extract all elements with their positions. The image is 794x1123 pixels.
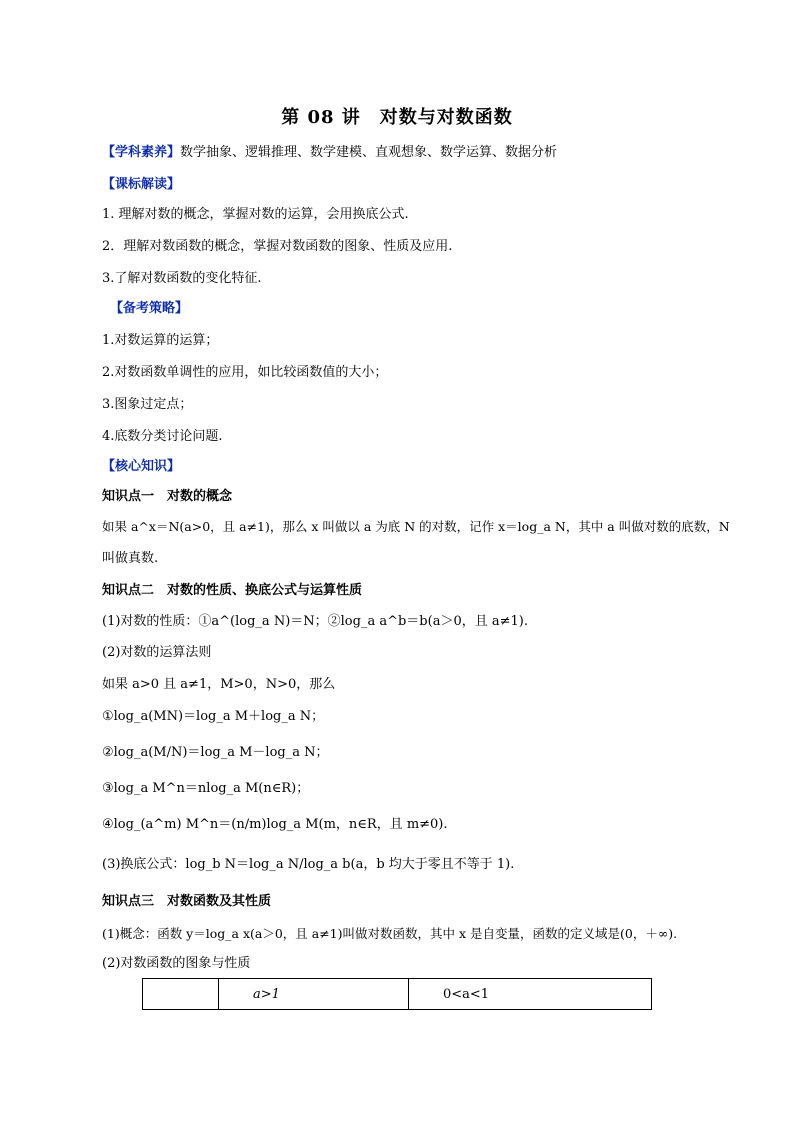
k2-heading: 知识点二 对数的性质、换底公式与运算性质 [102, 583, 363, 598]
k1-heading: 知识点一 对数的概念 [102, 489, 233, 504]
literacy-text: 数学抽象、逻辑推理、数学建模、直观想象、数学运算、数据分析 [180, 145, 558, 160]
standards-item: 1. 理解对数的概念，掌握对数的运算，会用换底公式. [102, 207, 409, 222]
table-header-cell [143, 979, 219, 1009]
strategy-item: 4.底数分类讨论问题. [102, 429, 223, 444]
k2-property: (1)对数的性质：①a^(log_a N)＝N；②log_a a^b＝b(a＞0，且 a≠1). [102, 614, 528, 629]
k2-rule-1: ①log_a(MN)＝log_a M＋log_a N； [102, 709, 325, 724]
k3-graph-title: (2)对数函数的图象与性质 [102, 956, 251, 971]
standards-tag: 【课标解读】 [102, 177, 181, 192]
k2-condition: 如果 a>0 且 a≠1，M>0，N>0，那么 [102, 677, 336, 692]
k2-change-of-base: (3)换底公式：log_b N＝log_a N/log_a b(a，b 均大于零且不等于 1). [102, 857, 515, 872]
k2-rule-3: ③log_a M^n＝nlog_a M(n∈R)； [102, 781, 310, 796]
k3-heading: 知识点三 对数函数及其性质 [102, 894, 272, 909]
k1-line2: 叫做真数. [102, 551, 159, 566]
page-title: 第 08 讲 对数与对数函数 [281, 107, 513, 128]
k2-rules-title: (2)对数的运算法则 [102, 645, 212, 660]
table-header-cell: a>1 [219, 979, 409, 1009]
standards-item: 2．理解对数函数的概念，掌握对数函数的图象、性质及应用. [102, 239, 453, 254]
k2-rule-4: ④log_(a^m) M^n＝(n/m)log_a M(m，n∈R，且 m≠0). [102, 817, 448, 832]
standards-item: 3.了解对数函数的变化特征. [102, 271, 262, 286]
literacy-line [102, 144, 557, 162]
log-function-table [142, 978, 652, 1010]
k2-rule-2: ②log_a(M/N)＝log_a M－log_a N； [102, 745, 329, 760]
strategy-item: 1.对数运算的运算； [102, 333, 219, 348]
strategy-item: 3.图象过定点； [102, 397, 193, 412]
k1-line1: 如果 a^x＝N(a>0，且 a≠1)，那么 x 叫做以 a 为底 N 的对数，记作 x＝log_a N，其中 a 叫做对数的底数，N [102, 519, 730, 534]
k3-concept: (1)概念：函数 y＝log_a x(a＞0，且 a≠1)叫做对数函数，其中 x 是自变量，函数的定义域是(0，＋∞). [102, 926, 678, 941]
literacy-tag: 【学科素养】 [102, 145, 181, 160]
strategy-item: 2.对数函数单调性的应用，如比较函数值的大小； [102, 365, 388, 380]
core-tag: 【核心知识】 [102, 459, 181, 474]
table-header-cell: 0<a<1 [443, 986, 490, 1002]
strategy-tag: 【备考策略】 [110, 301, 189, 316]
